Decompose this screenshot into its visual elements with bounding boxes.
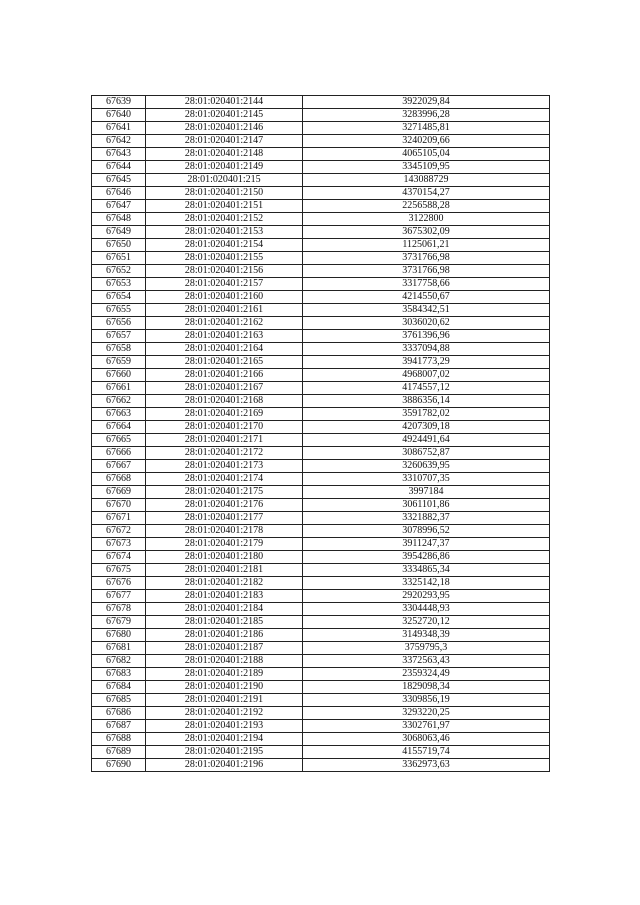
cadastral-value-cell: 3317758,66 xyxy=(303,278,550,291)
row-number-cell: 67664 xyxy=(92,421,146,434)
cadastral-value-cell: 3283996,28 xyxy=(303,109,550,122)
cadastral-value-cell: 3252720,12 xyxy=(303,616,550,629)
row-number-cell: 67675 xyxy=(92,564,146,577)
row-number-cell: 67682 xyxy=(92,655,146,668)
cadastral-value-cell: 3302761,97 xyxy=(303,720,550,733)
cadastral-number-cell: 28:01:020401:2182 xyxy=(146,577,303,590)
row-number-cell: 67684 xyxy=(92,681,146,694)
row-number-cell: 67641 xyxy=(92,122,146,135)
cadastral-number-cell: 28:01:020401:2190 xyxy=(146,681,303,694)
cadastral-value-cell: 3675302,09 xyxy=(303,226,550,239)
table-row xyxy=(92,187,550,200)
cadastral-number-cell: 28:01:020401:2161 xyxy=(146,304,303,317)
cadastral-number-cell: 28:01:020401:2175 xyxy=(146,486,303,499)
table-row xyxy=(92,408,550,421)
row-number-cell: 67687 xyxy=(92,720,146,733)
cadastral-value-cell: 4370154,27 xyxy=(303,187,550,200)
cadastral-number-cell: 28:01:020401:2156 xyxy=(146,265,303,278)
cadastral-number-cell: 28:01:020401:2167 xyxy=(146,382,303,395)
table-body xyxy=(92,96,550,772)
row-number-cell: 67671 xyxy=(92,512,146,525)
row-number-cell: 67665 xyxy=(92,434,146,447)
table-row xyxy=(92,395,550,408)
cadastral-value-cell: 3584342,51 xyxy=(303,304,550,317)
table-row xyxy=(92,642,550,655)
table-row xyxy=(92,96,550,109)
cadastral-number-cell: 28:01:020401:2177 xyxy=(146,512,303,525)
cadastral-value-cell: 3260639,95 xyxy=(303,460,550,473)
table-row xyxy=(92,759,550,772)
cadastral-number-cell: 28:01:020401:2169 xyxy=(146,408,303,421)
cadastral-value-cell: 3293220,25 xyxy=(303,707,550,720)
row-number-cell: 67674 xyxy=(92,551,146,564)
cadastral-value-cell: 3271485,81 xyxy=(303,122,550,135)
cadastral-value-cell: 3086752,87 xyxy=(303,447,550,460)
cadastral-number-cell: 28:01:020401:2166 xyxy=(146,369,303,382)
cadastral-number-cell: 28:01:020401:2151 xyxy=(146,200,303,213)
row-number-cell: 67672 xyxy=(92,525,146,538)
row-number-cell: 67666 xyxy=(92,447,146,460)
table-row xyxy=(92,486,550,499)
cadastral-number-cell: 28:01:020401:2186 xyxy=(146,629,303,642)
cadastral-value-cell: 3345109,95 xyxy=(303,161,550,174)
row-number-cell: 67644 xyxy=(92,161,146,174)
row-number-cell: 67676 xyxy=(92,577,146,590)
row-number-cell: 67646 xyxy=(92,187,146,200)
row-number-cell: 67681 xyxy=(92,642,146,655)
table-row xyxy=(92,135,550,148)
cadastral-number-cell: 28:01:020401:2155 xyxy=(146,252,303,265)
row-number-cell: 67679 xyxy=(92,616,146,629)
row-number-cell: 67653 xyxy=(92,278,146,291)
row-number-cell: 67643 xyxy=(92,148,146,161)
row-number-cell: 67659 xyxy=(92,356,146,369)
table-row xyxy=(92,161,550,174)
table-row xyxy=(92,668,550,681)
cadastral-value-cell: 3731766,98 xyxy=(303,265,550,278)
cadastral-number-cell: 28:01:020401:2193 xyxy=(146,720,303,733)
cadastral-number-cell: 28:01:020401:2170 xyxy=(146,421,303,434)
cadastral-value-cell: 3941773,29 xyxy=(303,356,550,369)
table-row xyxy=(92,109,550,122)
table-row xyxy=(92,538,550,551)
row-number-cell: 67663 xyxy=(92,408,146,421)
cadastral-number-cell: 28:01:020401:2185 xyxy=(146,616,303,629)
cadastral-number-cell: 28:01:020401:2191 xyxy=(146,694,303,707)
table-row xyxy=(92,655,550,668)
table-row xyxy=(92,473,550,486)
table-row xyxy=(92,278,550,291)
row-number-cell: 67690 xyxy=(92,759,146,772)
cadastral-number-cell: 28:01:020401:2192 xyxy=(146,707,303,720)
row-number-cell: 67658 xyxy=(92,343,146,356)
table-row xyxy=(92,746,550,759)
cadastral-value-cell: 4155719,74 xyxy=(303,746,550,759)
cadastral-number-cell: 28:01:020401:2157 xyxy=(146,278,303,291)
row-number-cell: 67685 xyxy=(92,694,146,707)
table-row xyxy=(92,174,550,187)
table-row xyxy=(92,122,550,135)
row-number-cell: 67660 xyxy=(92,369,146,382)
cadastral-value-cell: 3321882,37 xyxy=(303,512,550,525)
cadastral-value-cell: 4174557,12 xyxy=(303,382,550,395)
row-number-cell: 67650 xyxy=(92,239,146,252)
table-row xyxy=(92,590,550,603)
cadastral-value-cell: 3240209,66 xyxy=(303,135,550,148)
cadastral-value-cell: 4207309,18 xyxy=(303,421,550,434)
row-number-cell: 67661 xyxy=(92,382,146,395)
cadastral-value-cell: 3922029,84 xyxy=(303,96,550,109)
row-number-cell: 67677 xyxy=(92,590,146,603)
cadastral-number-cell: 28:01:020401:2168 xyxy=(146,395,303,408)
cadastral-number-cell: 28:01:020401:2160 xyxy=(146,291,303,304)
row-number-cell: 67689 xyxy=(92,746,146,759)
table-row xyxy=(92,720,550,733)
table-row xyxy=(92,421,550,434)
cadastral-value-cell: 3334865,34 xyxy=(303,564,550,577)
cadastral-value-cell: 2920293,95 xyxy=(303,590,550,603)
cadastral-value-cell: 4065105,04 xyxy=(303,148,550,161)
cadastral-value-cell: 3886356,14 xyxy=(303,395,550,408)
cadastral-value-cell: 3036020,62 xyxy=(303,317,550,330)
cadastral-number-cell: 28:01:020401:2150 xyxy=(146,187,303,200)
cadastral-value-cell: 3310707,35 xyxy=(303,473,550,486)
cadastral-number-cell: 28:01:020401:2196 xyxy=(146,759,303,772)
table-row xyxy=(92,434,550,447)
table-row xyxy=(92,304,550,317)
cadastral-value-cell: 3954286,86 xyxy=(303,551,550,564)
table-row xyxy=(92,369,550,382)
row-number-cell: 67667 xyxy=(92,460,146,473)
table-row xyxy=(92,343,550,356)
cadastral-value-cell: 3731766,98 xyxy=(303,252,550,265)
cadastral-value-cell: 4924491,64 xyxy=(303,434,550,447)
cadastral-value-cell: 4968007,02 xyxy=(303,369,550,382)
cadastral-number-cell: 28:01:020401:2188 xyxy=(146,655,303,668)
table-row xyxy=(92,148,550,161)
cadastral-value-cell: 1829098,34 xyxy=(303,681,550,694)
cadastral-number-cell: 28:01:020401:2165 xyxy=(146,356,303,369)
row-number-cell: 67673 xyxy=(92,538,146,551)
cadastral-value-cell: 3759795,3 xyxy=(303,642,550,655)
table-row xyxy=(92,499,550,512)
cadastral-value-cell: 2359324,49 xyxy=(303,668,550,681)
row-number-cell: 67645 xyxy=(92,174,146,187)
cadastral-value-cell: 143088729 xyxy=(303,174,550,187)
row-number-cell: 67648 xyxy=(92,213,146,226)
table-row xyxy=(92,629,550,642)
cadastral-number-cell: 28:01:020401:2154 xyxy=(146,239,303,252)
table-row xyxy=(92,525,550,538)
table-row xyxy=(92,564,550,577)
cadastral-value-cell: 3761396,96 xyxy=(303,330,550,343)
row-number-cell: 67669 xyxy=(92,486,146,499)
table-row xyxy=(92,447,550,460)
row-number-cell: 67686 xyxy=(92,707,146,720)
cadastral-number-cell: 28:01:020401:2149 xyxy=(146,161,303,174)
table-row xyxy=(92,317,550,330)
table-row xyxy=(92,382,550,395)
cadastral-number-cell: 28:01:020401:2195 xyxy=(146,746,303,759)
cadastral-number-cell: 28:01:020401:2179 xyxy=(146,538,303,551)
row-number-cell: 67662 xyxy=(92,395,146,408)
cadastral-value-cell: 3078996,52 xyxy=(303,525,550,538)
row-number-cell: 67642 xyxy=(92,135,146,148)
row-number-cell: 67680 xyxy=(92,629,146,642)
cadastral-number-cell: 28:01:020401:2145 xyxy=(146,109,303,122)
table-row xyxy=(92,551,550,564)
table-row xyxy=(92,681,550,694)
cadastral-number-cell: 28:01:020401:2164 xyxy=(146,343,303,356)
cadastral-number-cell: 28:01:020401:2171 xyxy=(146,434,303,447)
row-number-cell: 67656 xyxy=(92,317,146,330)
cadastral-number-cell: 28:01:020401:2187 xyxy=(146,642,303,655)
cadastral-number-cell: 28:01:020401:2178 xyxy=(146,525,303,538)
table-row xyxy=(92,577,550,590)
table-row xyxy=(92,239,550,252)
table-row xyxy=(92,252,550,265)
row-number-cell: 67678 xyxy=(92,603,146,616)
cadastral-number-cell: 28:01:020401:2146 xyxy=(146,122,303,135)
row-number-cell: 67652 xyxy=(92,265,146,278)
cadastral-number-cell: 28:01:020401:2152 xyxy=(146,213,303,226)
row-number-cell: 67683 xyxy=(92,668,146,681)
cadastral-value-cell: 3304448,93 xyxy=(303,603,550,616)
cadastral-number-cell: 28:01:020401:2180 xyxy=(146,551,303,564)
cadastral-number-cell: 28:01:020401:2147 xyxy=(146,135,303,148)
cadastral-number-cell: 28:01:020401:2173 xyxy=(146,460,303,473)
cadastral-number-cell: 28:01:020401:2163 xyxy=(146,330,303,343)
cadastral-number-cell: 28:01:020401:2144 xyxy=(146,96,303,109)
row-number-cell: 67639 xyxy=(92,96,146,109)
table-row xyxy=(92,330,550,343)
cadastral-number-cell: 28:01:020401:2184 xyxy=(146,603,303,616)
cadastral-value-cell: 3068063,46 xyxy=(303,733,550,746)
table-row xyxy=(92,226,550,239)
table-row xyxy=(92,265,550,278)
cadastral-value-cell: 3122800 xyxy=(303,213,550,226)
cadastral-number-cell: 28:01:020401:2148 xyxy=(146,148,303,161)
cadastral-number-cell: 28:01:020401:2153 xyxy=(146,226,303,239)
cadastral-number-cell: 28:01:020401:2181 xyxy=(146,564,303,577)
row-number-cell: 67670 xyxy=(92,499,146,512)
cadastral-number-cell: 28:01:020401:2174 xyxy=(146,473,303,486)
cadastral-value-cell: 3911247,37 xyxy=(303,538,550,551)
cadastral-value-cell: 3309856,19 xyxy=(303,694,550,707)
table-row xyxy=(92,356,550,369)
cadastral-value-table xyxy=(91,95,550,772)
table-row xyxy=(92,707,550,720)
row-number-cell: 67688 xyxy=(92,733,146,746)
cadastral-number-cell: 28:01:020401:2183 xyxy=(146,590,303,603)
row-number-cell: 67655 xyxy=(92,304,146,317)
cadastral-value-cell: 2256588,28 xyxy=(303,200,550,213)
row-number-cell: 67654 xyxy=(92,291,146,304)
cadastral-value-cell: 3362973,63 xyxy=(303,759,550,772)
row-number-cell: 67668 xyxy=(92,473,146,486)
cadastral-number-cell: 28:01:020401:2176 xyxy=(146,499,303,512)
table-row xyxy=(92,291,550,304)
cadastral-value-cell: 3997184 xyxy=(303,486,550,499)
cadastral-value-cell: 3337094,88 xyxy=(303,343,550,356)
cadastral-value-cell: 4214550,67 xyxy=(303,291,550,304)
cadastral-value-cell: 3061101,86 xyxy=(303,499,550,512)
cadastral-value-cell: 3149348,39 xyxy=(303,629,550,642)
row-number-cell: 67640 xyxy=(92,109,146,122)
cadastral-value-cell: 1125061,21 xyxy=(303,239,550,252)
table-row xyxy=(92,460,550,473)
cadastral-value-cell: 3591782,02 xyxy=(303,408,550,421)
cadastral-number-cell: 28:01:020401:2194 xyxy=(146,733,303,746)
table-row xyxy=(92,200,550,213)
cadastral-value-cell: 3325142,18 xyxy=(303,577,550,590)
table-row xyxy=(92,616,550,629)
table-row xyxy=(92,694,550,707)
row-number-cell: 67657 xyxy=(92,330,146,343)
table-row xyxy=(92,512,550,525)
cadastral-number-cell: 28:01:020401:2172 xyxy=(146,447,303,460)
cadastral-value-cell: 3372563,43 xyxy=(303,655,550,668)
table-row xyxy=(92,733,550,746)
cadastral-number-cell: 28:01:020401:215 xyxy=(146,174,303,187)
row-number-cell: 67647 xyxy=(92,200,146,213)
row-number-cell: 67651 xyxy=(92,252,146,265)
cadastral-number-cell: 28:01:020401:2162 xyxy=(146,317,303,330)
table-row xyxy=(92,213,550,226)
row-number-cell: 67649 xyxy=(92,226,146,239)
table-row xyxy=(92,603,550,616)
cadastral-number-cell: 28:01:020401:2189 xyxy=(146,668,303,681)
